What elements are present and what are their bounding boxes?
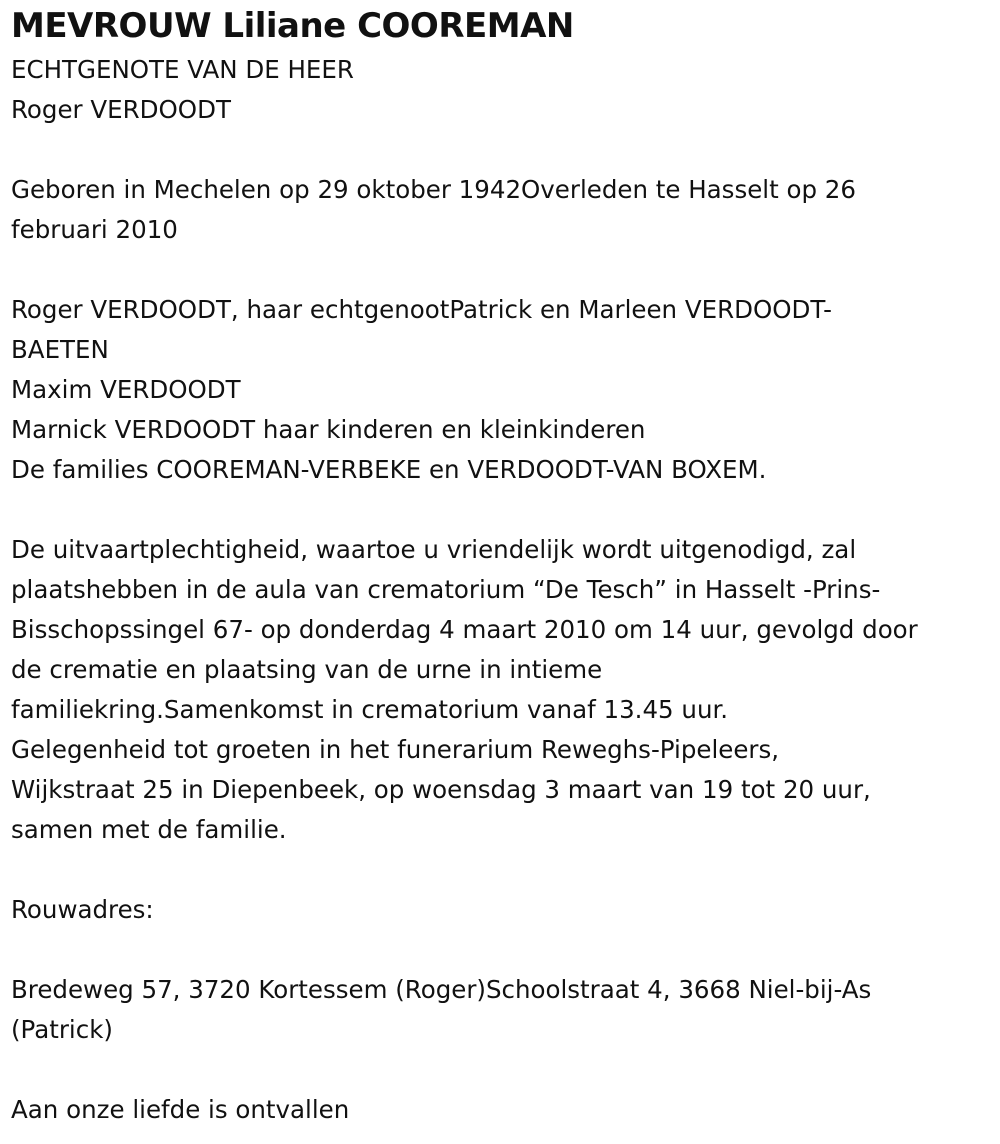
family-line: BAETEN xyxy=(11,335,109,364)
family-line: Roger VERDOODT, haar echtgenootPatrick en Marleen VERDOODT- xyxy=(11,295,832,324)
spacer xyxy=(11,850,978,890)
family-line: De families COOREMAN-VERBEKE en VERDOODT-VAN BOXEM. xyxy=(11,455,767,484)
address-section xyxy=(11,970,978,1050)
deceased-name-title: MEVROUW Liliane COOREMAN xyxy=(11,6,574,46)
ceremony-section xyxy=(11,530,978,850)
family-line: Maxim VERDOODT xyxy=(11,375,241,404)
ceremony-line: Wijkstraat 25 in Diepenbeek, op woensdag 3 maart van 19 tot 20 uur, xyxy=(11,775,871,804)
address-line: Bredeweg 57, 3720 Kortessem (Roger)Schoolstraat 4, 3668 Niel-bij-As xyxy=(11,975,872,1004)
family-section xyxy=(11,290,978,490)
ceremony-line: De uitvaartplechtigheid, waartoe u vriendelijk wordt uitgenodigd, zal xyxy=(11,535,857,564)
ceremony-line: plaatshebben in de aula van crematorium “De Tesch” in Hasselt -Prins- xyxy=(11,575,881,604)
spouse-name: Roger VERDOODT xyxy=(11,95,231,124)
spacer xyxy=(11,130,978,170)
family-line: Marnick VERDOODT haar kinderen en kleinkinderen xyxy=(11,415,646,444)
birth-death-section xyxy=(11,170,978,250)
spacer xyxy=(11,930,978,970)
ceremony-line: Bisschopssingel 67- op donderdag 4 maart 2010 om 14 uur, gevolgd door xyxy=(11,615,918,644)
ceremony-line: de crematie en plaatsing van de urne in intieme xyxy=(11,655,603,684)
address-line: (Patrick) xyxy=(11,1015,113,1044)
ceremony-line: familiekring.Samenkomst in crematorium vanaf 13.45 uur. xyxy=(11,695,729,724)
spouse-intro: ECHTGENOTE VAN DE HEER xyxy=(11,55,354,84)
ceremony-line: Gelegenheid tot groeten in het funerarium Reweghs-Pipeleers, xyxy=(11,735,780,764)
address-label: Rouwadres: xyxy=(11,895,154,924)
birth-death-line: februari 2010 xyxy=(11,215,178,244)
birth-death-line: Geboren in Mechelen op 29 oktober 1942Overleden te Hasselt op 26 xyxy=(11,175,856,204)
spacer xyxy=(11,250,978,290)
ceremony-line: samen met de familie. xyxy=(11,815,287,844)
closing-line: Aan onze liefde is ontvallen xyxy=(11,1095,350,1124)
spacer xyxy=(11,490,978,530)
spacer xyxy=(11,1050,978,1090)
